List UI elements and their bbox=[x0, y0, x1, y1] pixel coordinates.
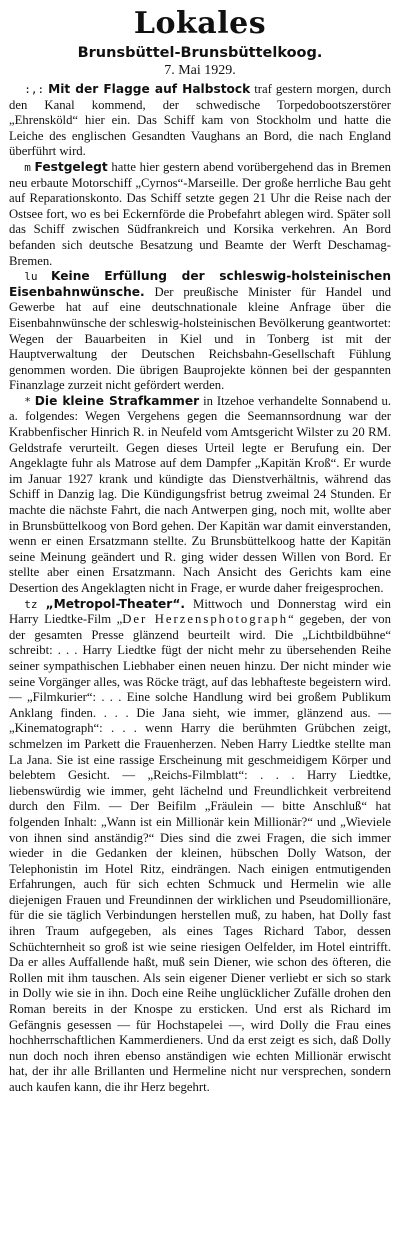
article-body: hatte hier gestern abend vorübergehend das in Bremen neu erbaute Motorschiff „Cyrnos“-Marseille. Der große herrliche Bau geht auf Reparationskonto. Das Schiff setzte gegen 21 Uhr die Reise nach der Ostsee fort, wo es bei Eckernförde die Probefahrt ablegen wird. Später soll das Schiff zwischen Südfrankreich und Korsika verkehren. An Bord befanden sich deutsche Besatzung und Beamte der Werft Deschamag-Bremen. bbox=[9, 159, 392, 268]
article-motorship bbox=[9, 160, 391, 269]
article-railway bbox=[9, 269, 391, 394]
article-lead: „Metropol-Theater“. bbox=[45, 596, 185, 611]
article-body: in Itzehoe verhandelte Sonnabend u. a. folgendes: Wegen Vergehens gegen die Seemannsordnung war der Krabbenfischer Hinrich R. in Neufeld vom Amtsgericht Wilster zu 20 RM. Geldstrafe verurteilt. Gegen dieses Urteil legte er Berufung ein. Der Angeklagte fuhr als Matrose auf dem Dampfer „Kapitän Kroß“. Er wurde im Januar 1927 krank und kündigte das Dienstverhältnis, während das Schiff in Danzig lag. Die Kündigungsfrist betrug zweimal 24 Stunden. Er machte die nächste Fahrt, die nach Antwerpen ging, noch mit, wollte aber in Brunsbüttelkoog von Bord gehen. Der Kapitän war damit einverstanden, wenn er einen Ersatzmann stellte. Zu Brunsbüttelkoog hatte der Kapitän seine Meinung geändert und R. ging wider dessen Willen von Bord. Er stellte aber einen Ersatzmann. Nach Ansicht des Gerichts kam eine Desertion des Angeklagten nicht in Frage, er wurde daher freigesprochen. bbox=[9, 393, 392, 595]
article-lead: Keine Erfüllung der schleswig-holsteinischen Eisenbahnwünsche. bbox=[9, 269, 391, 299]
film-title: Der Herzensphotograph bbox=[122, 612, 289, 627]
dateline-place: Brunsbüttel-Brunsbüttelkoog. bbox=[77, 45, 323, 61]
article-flag bbox=[9, 82, 391, 160]
article-mark: lu bbox=[24, 270, 38, 284]
article-lead: Festgelegt bbox=[34, 159, 108, 174]
article-mark: * bbox=[24, 394, 31, 408]
article-body: traf gestern morgen, durch den Kanal kommend, der schwedische Torpedobootszerstörer „Ehrensköld“ hier ein. Das Schiff kam von Stockholm und hatte die Leiche des englischen Gesandten Vaughans an Bord, die nach England überführt wird. bbox=[9, 82, 392, 159]
article-lead: Mit der Flagge auf Halbstock bbox=[48, 82, 251, 96]
section-title: Lokales bbox=[133, 6, 267, 41]
article-body-intro: Mittwoch und Donnerstag wird ein Harry Liedtke-Film „ bbox=[9, 596, 392, 627]
article-theater bbox=[9, 597, 391, 1096]
article-mark: :,: bbox=[24, 83, 45, 96]
article-body: “ gegeben, der von der gesamten Presse glänzend beurteilt wird. Die „Lichtbildbühne“ schreibt: . . . Harry Liedtke fügt der nicht mehr zu übersehenden Reihe seiner sympathischen Liebhaber einen neuen hinzu. Der nicht minder wie seine Vorgänger alles, was Röcke trägt, auf das lebhafteste begeistern wird. — „Filmkurier“: . . . Eine solche Handlung wird bei großem Publikum Anklang finden. . . . Die Jana sieht, wie immer, glänzend aus. — „Kinematograph“: . . . wenn Harry die berühmten Grübchen zeigt, schmelzen im Parkett die Frauenherzen. Neben Harry Liedtke stellte man La Jana. Sie ist eine rassige Erscheinung mit geschmeidigem Körper und belebtem Gesicht. — „Reichs-Filmblatt“: . . . Harry Liedtke, liebenswürdig wie immer, geht lächelnd und Freundlichkeit verbreitend durch den Film. — Der Beifilm „Fräulein — bitte Anschluß“ hat folgenden Inhalt: „Wann ist ein Millionär kein Millionär?“ und „Wieviele von ihnen sind anständig?“ Dies sind die zwei Fragen, die sich immer wieder in die Gedanken der kleinen, hübschen Dolly Watson, der Telephonistin im Hotel Ritz, eindrängen. Nach einigen entmutigenden Erfahrungen, auch für sich echten Schmuck und Hermelin wie alle diejenigen Frauen und Freundinnen der wirklichen und Pseudomillionäre, für die sie täglich Verbindungen herstellen muß, zu haben, hat Dolly fast ihren Traum aufgegeben, als eines Tages Richard Tabor, dessen Schüchternheit so groß ist wie seine riesigen Oelfelder, im Hotel eintrifft. Da er alles Auffallende haßt, muß sein Diener, wie schon des öfteren, die Rollen mit ihm tauschen. Als sein eigener Diener verliebt er sich so stark in Dolly wie sie in ihn. Doch eine Reihe unglücklicher Zufälle drohen den Roman bereits in der Knospe zu ersticken. Und erst als Richard im Gefängnis gesessen — für Hochstapelei —, wird Dolly die Frau eines hochherrschaftlichen Kammerdieners. Und da erst zeigt es sich, daß Dolly nun doch noch ihren ebenso anständigen wie echten Millionär erwischt hat, der ihr alle Brillanten und Hermeline nicht nur versprechen, sondern auch kaufen kann, die ihr Herz begehrt. bbox=[9, 612, 391, 1094]
article-mark: tz bbox=[24, 597, 38, 611]
dateline-date: 7. Mai 1929. bbox=[164, 63, 236, 78]
article-court bbox=[9, 394, 391, 597]
article-lead: Die kleine Strafkammer bbox=[34, 393, 200, 408]
article-body: Der preußische Minister für Handel und Gewerbe hat auf eine deutschnationale kleine Anfrage über die Eisenbahnwünsche der schleswig-holsteinischen Bevölkerung geantwortet: Wegen der Bauarbeiten in Kiel und in Tonberg ist mit der Hauptverwaltung der Deutschen Reichsbahn-Gesellschaft Fühlung genommen worden. Die übrigen Bauprojekte können bei der gespannten Finanzlage zurzeit nicht gefördert werden. bbox=[9, 284, 392, 393]
article-mark: m bbox=[24, 160, 31, 174]
